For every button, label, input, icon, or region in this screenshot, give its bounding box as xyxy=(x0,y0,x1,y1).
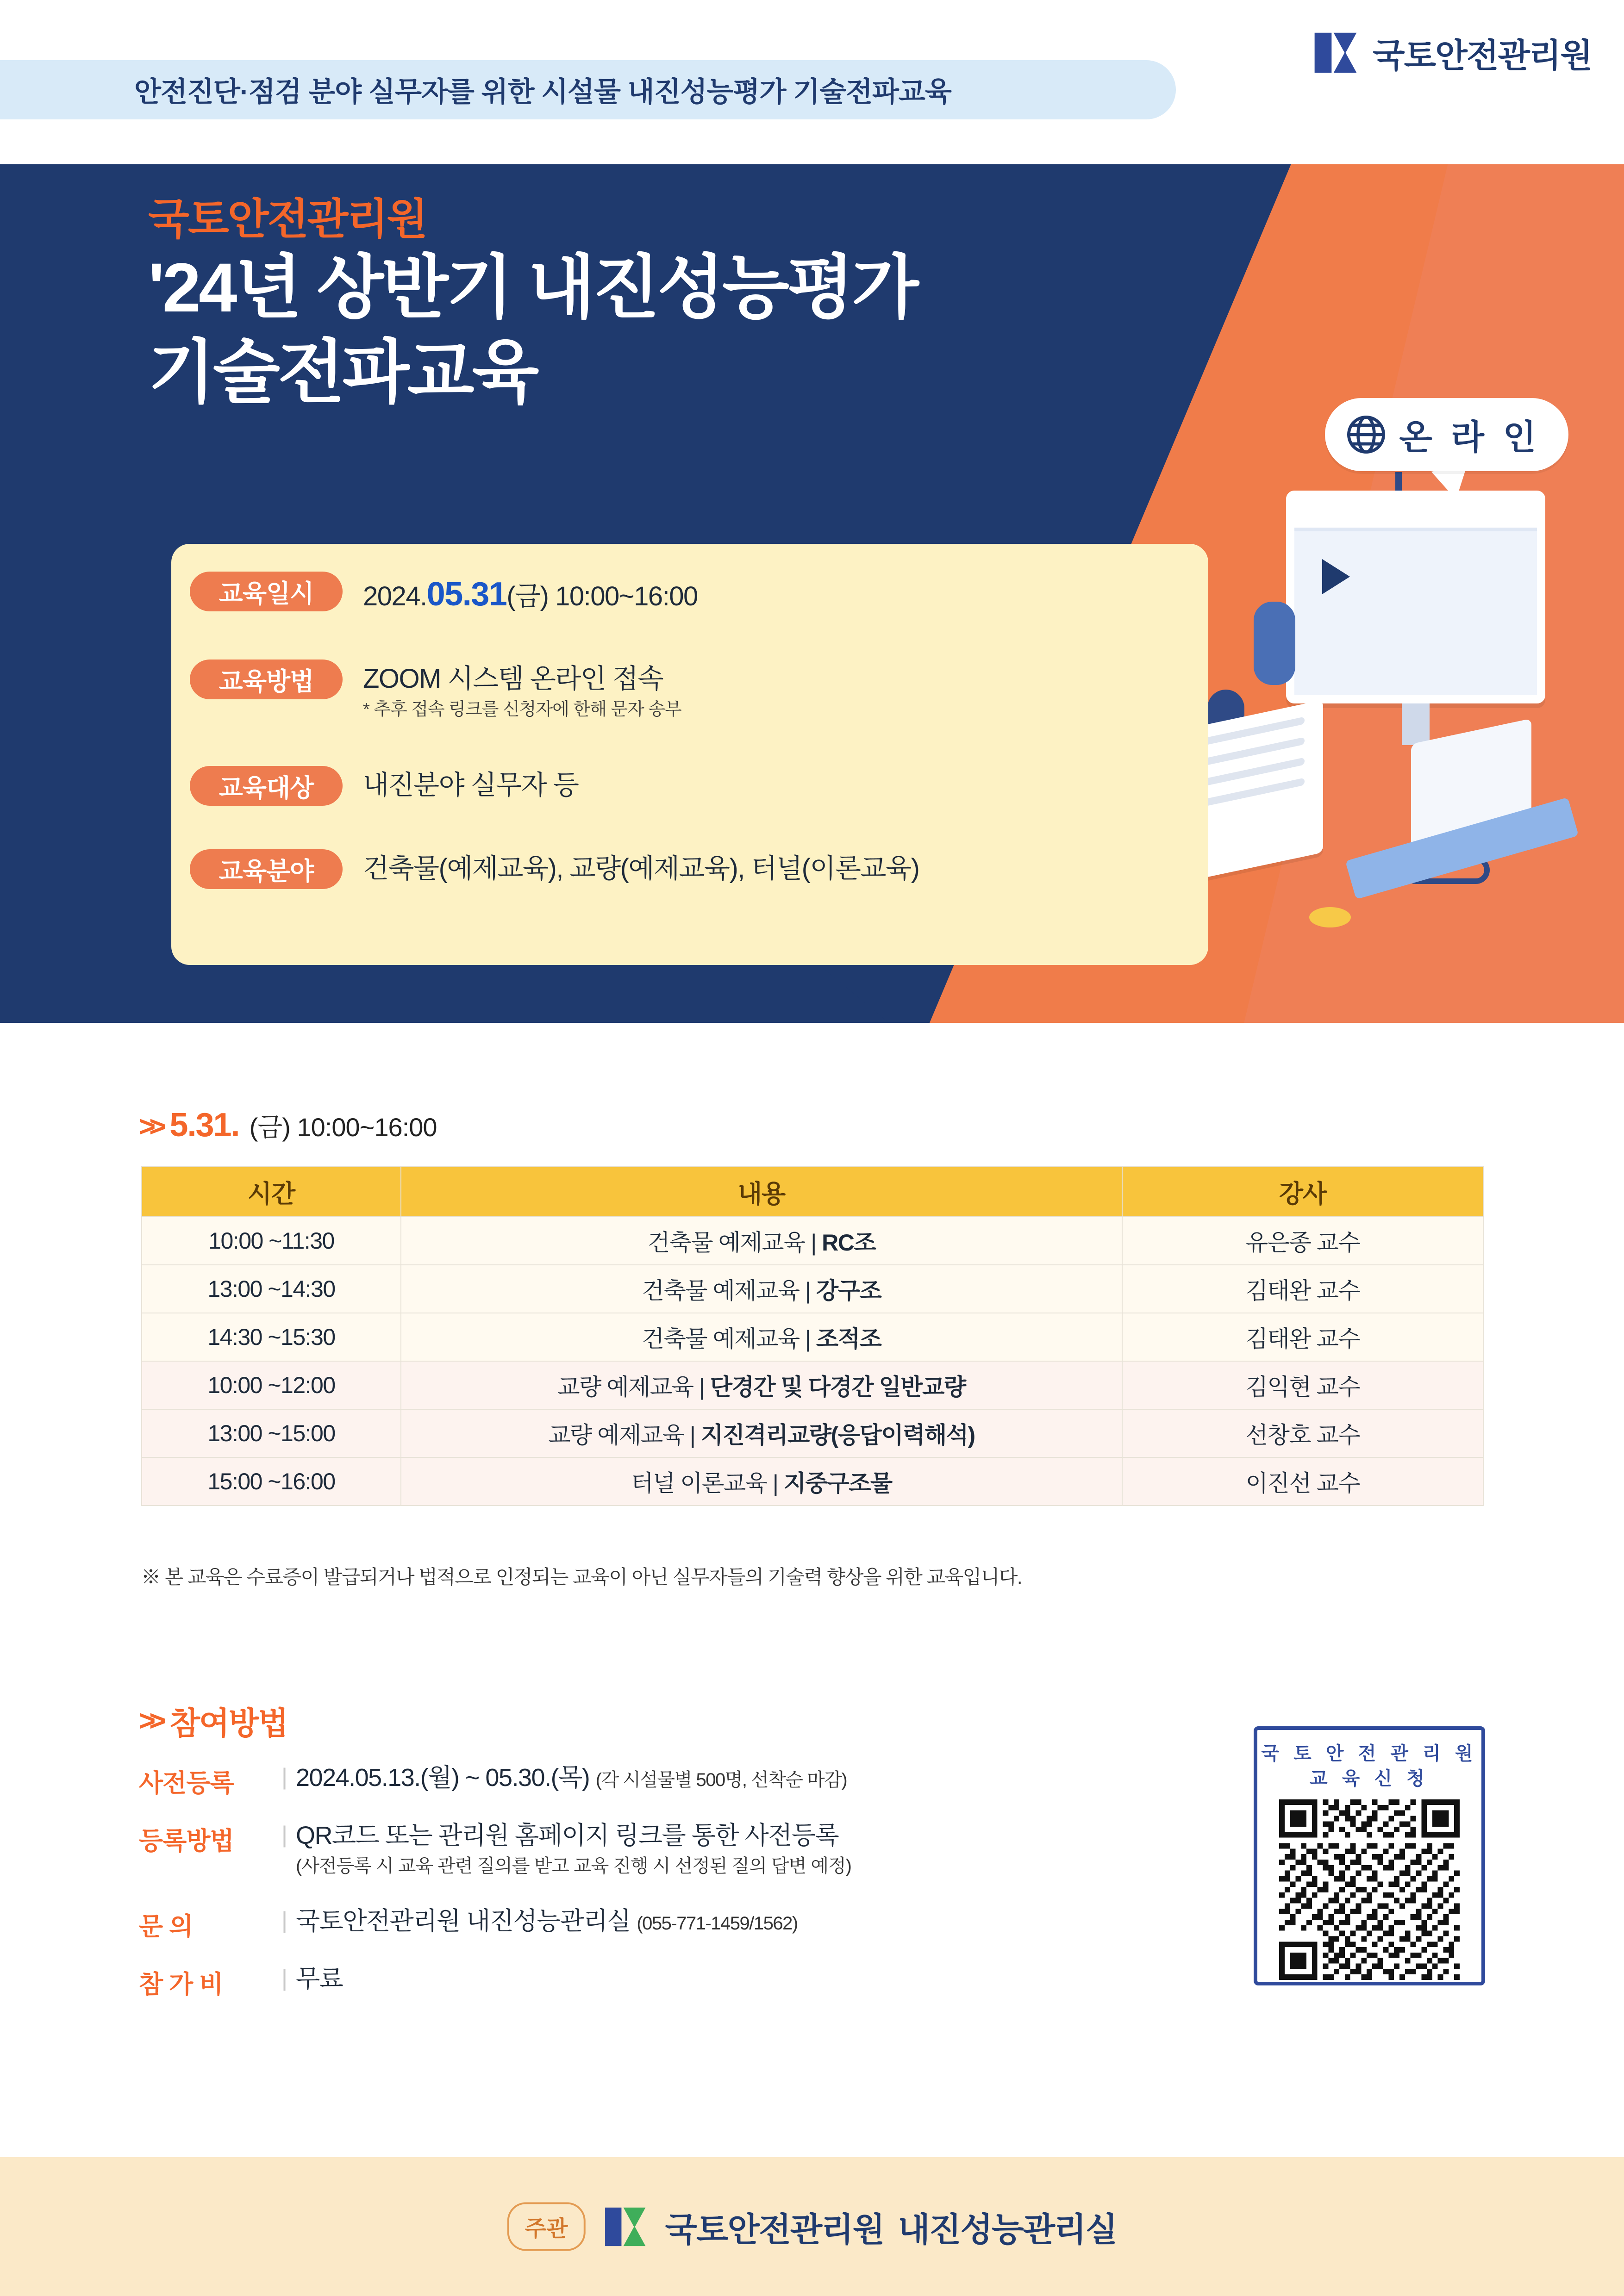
cell-lecturer: 김태완 교수 xyxy=(1122,1265,1483,1313)
cell-content xyxy=(401,1409,1122,1457)
info-card xyxy=(171,544,1208,965)
cell-content-pre: 건축물 예제교육 | xyxy=(642,1326,816,1352)
hero-panel xyxy=(0,0,1624,1023)
cell-content xyxy=(401,1265,1122,1313)
coin-icon xyxy=(1309,907,1351,927)
cell-lecturer: 유은종 교수 xyxy=(1122,1217,1483,1265)
cell-lecturer: 김익현 교수 xyxy=(1122,1361,1483,1409)
apply-value-phone: (055-771-1459/1562) xyxy=(637,1913,798,1934)
info-value-field: 건축물(예제교육), 교량(예제교육), 터널(이론교육) xyxy=(363,853,919,884)
kalis-logo-icon xyxy=(601,2203,650,2251)
cell-content-pre: 건축물 예제교육 | xyxy=(647,1230,822,1256)
info-date-pre: 2024. xyxy=(363,581,427,611)
cell-content-pre: 교량 예제교육 | xyxy=(557,1374,710,1400)
col-header-lecturer: 강사 xyxy=(1122,1167,1483,1217)
cell-content-pre: 교량 예제교육 | xyxy=(548,1422,701,1448)
info-row-datetime xyxy=(190,572,698,612)
cell-content xyxy=(401,1313,1122,1361)
info-label-method: 교육방법 xyxy=(190,660,343,699)
apply-row-preregistration xyxy=(139,1763,847,1799)
apply-value-text: 국토안전관리원 내진성능관리실 xyxy=(296,1907,637,1935)
col-header-content: 내용 xyxy=(401,1167,1122,1217)
cell-content-bold: RC조 xyxy=(822,1230,876,1256)
col-header-time: 시간 xyxy=(142,1167,401,1217)
cell-time: 15:00 ~16:00 xyxy=(142,1457,401,1506)
info-value-method-wrap xyxy=(363,660,681,719)
apply-value-fee: 무료 xyxy=(296,1965,343,1993)
online-badge-label: 온 라 인 xyxy=(1399,418,1541,456)
apply-value-contact xyxy=(296,1907,798,1936)
qr-code-box[interactable] xyxy=(1254,1726,1485,1985)
cell-content-pre: 터널 이론교육 | xyxy=(631,1470,784,1496)
footer-bar xyxy=(0,2157,1624,2296)
info-date-main: 05.31 xyxy=(426,576,507,613)
table-row xyxy=(142,1313,1483,1361)
schedule-note: ※ 본 교육은 수료증이 발급되거나 법적으로 인정되는 교육이 아닌 실무자들의 기술력 향상을 위한 교육입니다. xyxy=(141,1566,1022,1588)
monitor-stand xyxy=(1402,703,1430,745)
apply-value-note: (각 시설물별 500명, 선착순 마감) xyxy=(595,1770,847,1790)
footer-content xyxy=(507,2203,1117,2251)
apply-label-contact: 문 의 xyxy=(139,1913,193,1941)
info-value-datetime xyxy=(363,572,698,612)
cell-content-bold: 조적조 xyxy=(816,1326,881,1352)
info-label-field: 교육분야 xyxy=(190,849,343,889)
decor-bottom-step xyxy=(0,967,815,1023)
table-row xyxy=(142,1265,1483,1313)
apply-value-method xyxy=(296,1821,851,1877)
table-row xyxy=(142,1409,1483,1457)
apply-heading-label: 참여방법 xyxy=(169,1706,288,1741)
cell-lecturer: 선창호 교수 xyxy=(1122,1409,1483,1457)
info-label-target: 교육대상 xyxy=(190,766,343,806)
chevron-right-icon: >> xyxy=(139,1705,160,1737)
cell-content-bold: 지중구조물 xyxy=(783,1470,892,1496)
chevron-right-icon: >> xyxy=(139,1111,160,1143)
cell-lecturer: 김태완 교수 xyxy=(1122,1313,1483,1361)
info-sub-method: * 추후 접속 링크를 신청자에 한해 문자 송부 xyxy=(363,699,681,719)
info-value-target: 내진분야 실무자 등 xyxy=(363,770,579,800)
apply-row-contact xyxy=(139,1907,798,1942)
apply-label-preregistration: 사전등록 xyxy=(139,1769,234,1797)
cell-content-pre: 건축물 예제교육 | xyxy=(642,1278,816,1304)
apply-label-fee: 참 가 비 xyxy=(139,1971,223,1998)
cell-content-bold: 단경간 및 다경간 일반교량 xyxy=(710,1374,966,1400)
hero-title xyxy=(148,245,917,415)
qr-code-icon[interactable] xyxy=(1279,1799,1460,1980)
apply-label-method: 등록방법 xyxy=(139,1827,234,1855)
divider: | xyxy=(281,1764,287,1790)
kalis-logo-icon xyxy=(1311,28,1361,78)
online-badge xyxy=(1325,398,1568,471)
person-figure xyxy=(1254,602,1295,685)
decor-bottom-step-2 xyxy=(778,967,889,1023)
info-row-target xyxy=(190,766,578,806)
schedule-heading xyxy=(139,1106,437,1144)
banner-text: 안전진단·점검 분야 실무자를 위한 시설물 내진성능평가 기술전파교육 xyxy=(134,76,951,107)
schedule-heading-time: (금) 10:00~16:00 xyxy=(249,1113,437,1142)
info-label-datetime: 교육일시 xyxy=(190,572,343,611)
apply-row-method xyxy=(139,1821,851,1877)
cell-content xyxy=(401,1361,1122,1409)
host-label: 주관 xyxy=(507,2203,586,2251)
cell-content-bold: 강구조 xyxy=(816,1278,881,1304)
apply-value-text: QR코드 또는 관리원 홈페이지 링크를 통한 사전등록 xyxy=(296,1822,839,1849)
brand-header xyxy=(1311,28,1592,78)
divider: | xyxy=(281,1965,287,1991)
footer-dept: 내진성능관리실 xyxy=(898,2211,1117,2248)
table-row xyxy=(142,1361,1483,1409)
cell-content xyxy=(401,1217,1122,1265)
qr-caption-line1: 국 토 안 전 관 리 원 xyxy=(1261,1743,1478,1764)
cell-lecturer: 이진선 교수 xyxy=(1122,1457,1483,1506)
table-header-row xyxy=(142,1167,1483,1217)
globe-icon xyxy=(1346,415,1386,454)
brand-name: 국토안전관리원 xyxy=(1373,37,1592,75)
info-date-post: (금) 10:00~16:00 xyxy=(506,581,698,611)
apply-value-preregistration xyxy=(296,1763,847,1793)
banner-strip xyxy=(0,60,1176,119)
info-row-method xyxy=(190,660,681,719)
schedule-heading-date: 5.31. xyxy=(169,1107,239,1144)
cell-content xyxy=(401,1457,1122,1506)
apply-value-text: 2024.05.13.(월) ~ 05.30.(목) xyxy=(296,1764,596,1792)
hero-title-line2: 기술전파교육 xyxy=(148,333,537,411)
qr-caption-line2: 교 육 신 청 xyxy=(1310,1768,1429,1789)
monitor-icon xyxy=(1286,491,1545,703)
cell-time: 13:00 ~14:30 xyxy=(142,1265,401,1313)
footer-org-name: 국토안전관리원 xyxy=(665,2211,884,2248)
cell-time: 10:00 ~12:00 xyxy=(142,1361,401,1409)
cell-time: 14:30 ~15:30 xyxy=(142,1313,401,1361)
hero-title-line1: '24년 상반기 내진성능평가 xyxy=(148,249,917,326)
cell-content-bold: 지진격리교량(응답이력해석) xyxy=(700,1422,975,1448)
apply-heading xyxy=(139,1699,287,1743)
divider: | xyxy=(281,1822,287,1848)
cell-time: 13:00 ~15:00 xyxy=(142,1409,401,1457)
table-row xyxy=(142,1457,1483,1506)
footer-org xyxy=(665,2203,1117,2251)
info-value-method: ZOOM 시스템 온라인 접속 xyxy=(363,664,663,694)
apply-value-sub: (사전등록 시 교육 관련 질의를 받고 교육 진행 시 선정된 질의 답변 예정) xyxy=(296,1855,851,1876)
cell-time: 10:00 ~11:30 xyxy=(142,1217,401,1265)
schedule-table xyxy=(141,1166,1484,1506)
apply-row-fee xyxy=(139,1965,343,2000)
info-row-field xyxy=(190,849,919,889)
divider: | xyxy=(281,1907,287,1933)
table-row xyxy=(142,1217,1483,1265)
qr-caption xyxy=(1261,1741,1477,1791)
hero-kicker: 국토안전관리원 xyxy=(148,196,427,243)
